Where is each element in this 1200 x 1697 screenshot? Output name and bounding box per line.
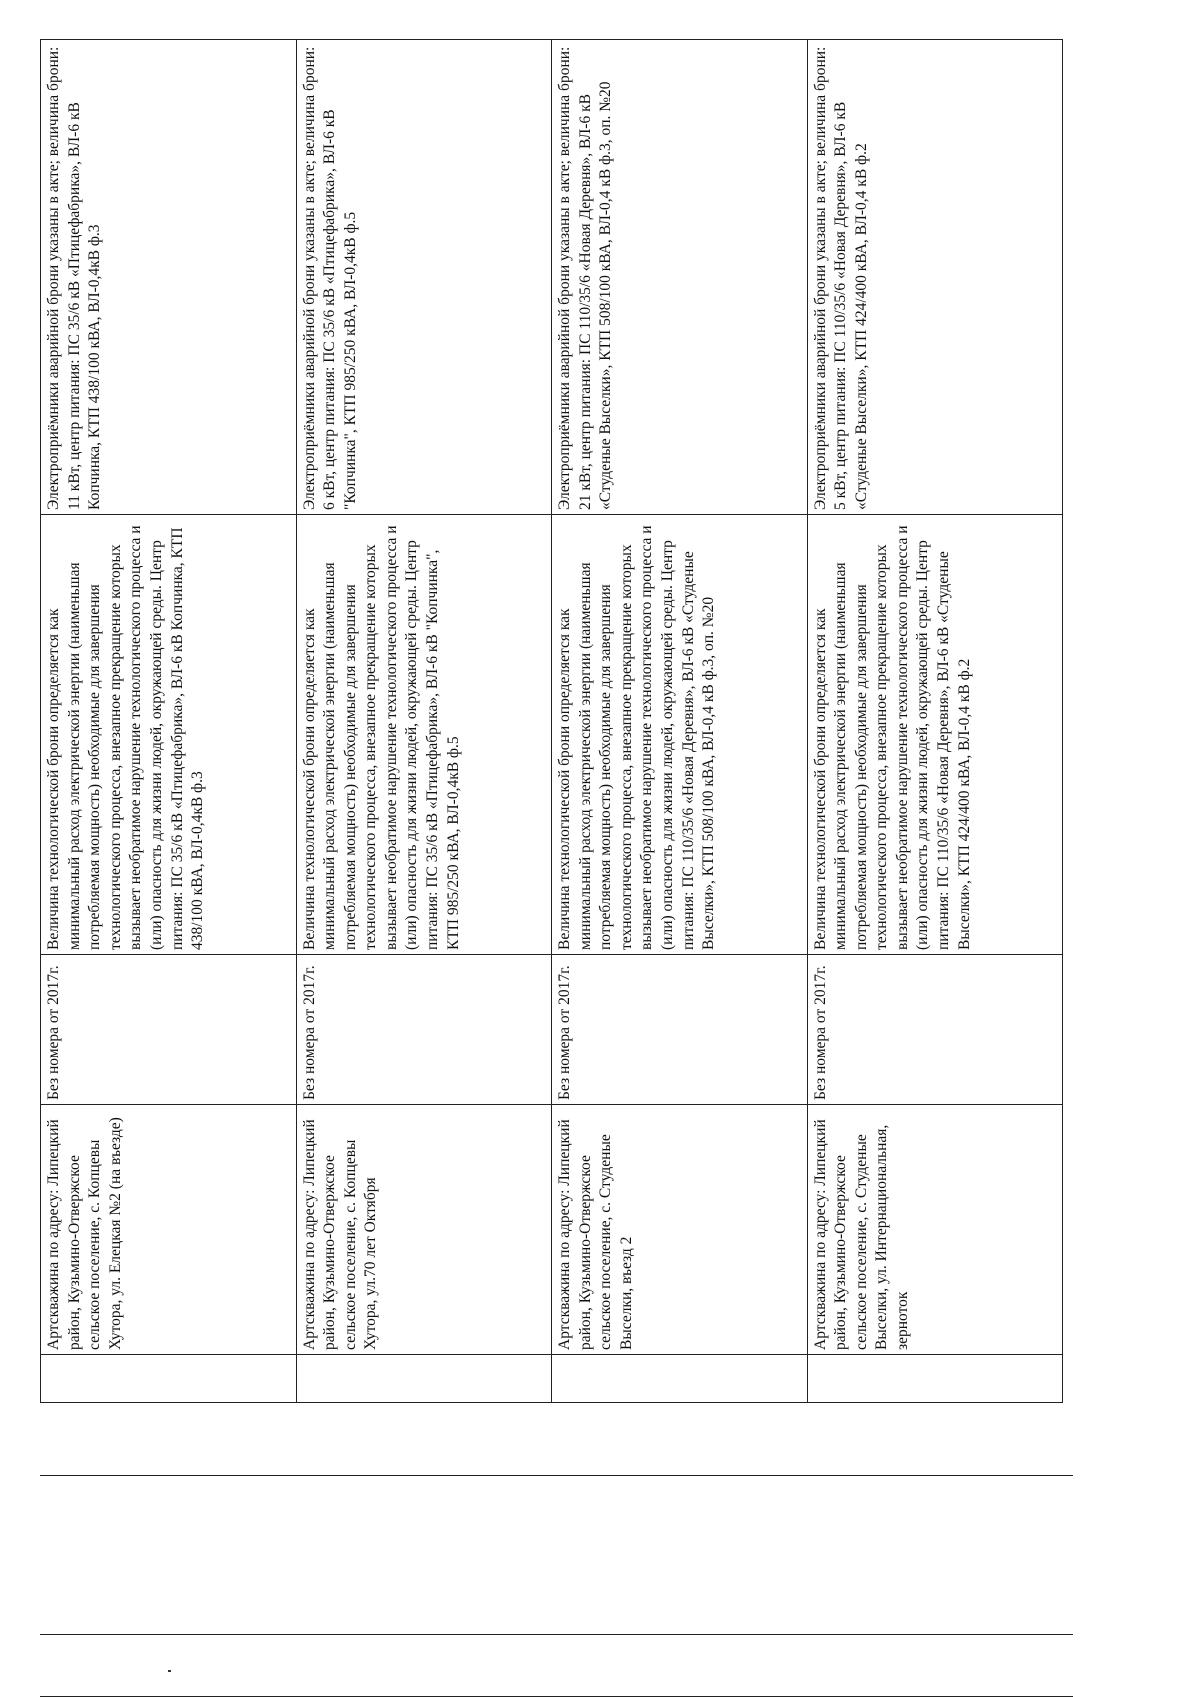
tech-reserve-cell: Величина технологической брони определяется как минимальный расход электрической энергии (наименьшая потребляемая мощность) необходимые для завершения технологического процесса, внезапное прекращение которых вызывает необратимое нарушение технологического процесса и (или) опасность для жизни людей, окружающей среды. Центр питания: ПС 110/35/6 «Новая Деревня», ВЛ-6 кВ «Студеные Выселки», КТП 424/400 кВА, ВЛ-0,4 кВ ф.2 [807, 515, 1063, 955]
empty-cell [552, 1355, 808, 1403]
scan-speck [168, 1670, 171, 1672]
emergency-reserve-cell: Электроприёмники аварийной брони указаны в акте; величина брони: 6 кВт, центр питания: ПС 35/6 кВ «Птицефабрика», ВЛ-6 кВ "Копчинка", КТП 985/250 кВА, ВЛ-0,4кВ ф.5 [296, 40, 552, 515]
document-cell: Без номера от 2017г. [296, 955, 552, 1105]
empty-cell [41, 1355, 297, 1403]
address-cell: Артскважина по адресу: Липецкий район, Кузьмино-Отвержское сельское поселение, с. Копцевы Хутора, ул.70 лет Октября [296, 1105, 552, 1355]
emergency-reserve-cell: Электроприёмники аварийной брони указаны в акте; величина брони: 5 кВт, центр питания: ПС 110/35/6 «Новая Деревня», ВЛ-6 кВ «Студеные Выселки», КТП 424/400 кВА, ВЛ-0,4 кВ ф.2 [807, 40, 1063, 515]
tech-reserve-cell: Величина технологической брони определяется как минимальный расход электрической энергии (наименьшая потребляемая мощность) необходимые для завершения технологического процесса, внезапное прекращение которых вызывает необратимое нарушение технологического процесса и (или) опасность для жизни людей, окружающей среды. Центр питания: ПС 35/6 кВ «Птицефабрика», ВЛ-6 кВ Копчинка, КТП 438/100 кВА, ВЛ-0,4кВ ф.3 [41, 515, 297, 955]
empty-cell [296, 1355, 552, 1403]
document-cell: Без номера от 2017г. [41, 955, 297, 1105]
table-row [41, 40, 297, 1403]
table-row [552, 40, 808, 1403]
document-cell: Без номера от 2017г. [552, 955, 808, 1105]
tech-reserve-cell: Величина технологической брони определяется как минимальный расход электрической энергии (наименьшая потребляемая мощность) необходимые для завершения технологического процесса, внезапное прекращение которых вызывает необратимое нарушение технологического процесса и (или) опасность для жизни людей, окружающей среды. Центр питания: ПС 110/35/6 «Новая Деревня», ВЛ-6 кВ «Студеные Выселки», КТП 508/100 кВА, ВЛ-0,4 кВ ф.3, оп. №20 [552, 515, 808, 955]
table-row [296, 40, 552, 1403]
emergency-reserve-cell: Электроприёмники аварийной брони указаны в акте; величина брони: 11 кВт, центр питания: ПС 35/6 кВ «Птицефабрика», ВЛ-6 кВ Копчинка, КТП 438/100 кВА, ВЛ-0,4кВ ф.3 [41, 40, 297, 515]
address-cell: Артскважина по адресу: Липецкий район, Кузьмино-Отвержское сельское поселение, с. Студеные Выселки, ул. Интернациональная, зерноток [807, 1105, 1063, 1355]
table-row [807, 40, 1063, 1403]
address-cell: Артскважина по адресу: Липецкий район, Кузьмино-Отвержское сельское поселение, с. Студеные Выселки, въезд 2 [552, 1105, 808, 1355]
document-cell: Без номера от 2017г. [807, 955, 1063, 1105]
address-cell: Артскважина по адресу: Липецкий район, Кузьмино-Отвержское сельское поселение, с. Копцевы Хутора, ул. Елецкая №2 (на въезде) [41, 1105, 297, 1355]
empty-cell [807, 1355, 1063, 1403]
horizontal-rule [40, 1475, 1073, 1476]
rotated-table-wrapper [40, 40, 1062, 1403]
emergency-reserve-cell: Электроприёмники аварийной брони указаны в акте; величина брони: 21 кВт, центр питания: ПС 110/35/6 «Новая Деревня», ВЛ-6 кВ «Студеные Выселки», КТП 508/100 кВА, ВЛ-0,4 кВ ф.3, оп. №20 [552, 40, 808, 515]
horizontal-rule [40, 1634, 1073, 1635]
power-reserve-table [40, 39, 1063, 1403]
tech-reserve-cell: Величина технологической брони определяется как минимальный расход электрической энергии (наименьшая потребляемая мощность) необходимые для завершения технологического процесса, внезапное прекращение которых вызывает необратимое нарушение технологического процесса и (или) опасность для жизни людей, окружающей среды. Центр питания: ПС 35/6 кВ «Птицефабрика», ВЛ-6 кВ "Копчинка", КТП 985/250 кВА, ВЛ-0,4кВ ф.5 [296, 515, 552, 955]
